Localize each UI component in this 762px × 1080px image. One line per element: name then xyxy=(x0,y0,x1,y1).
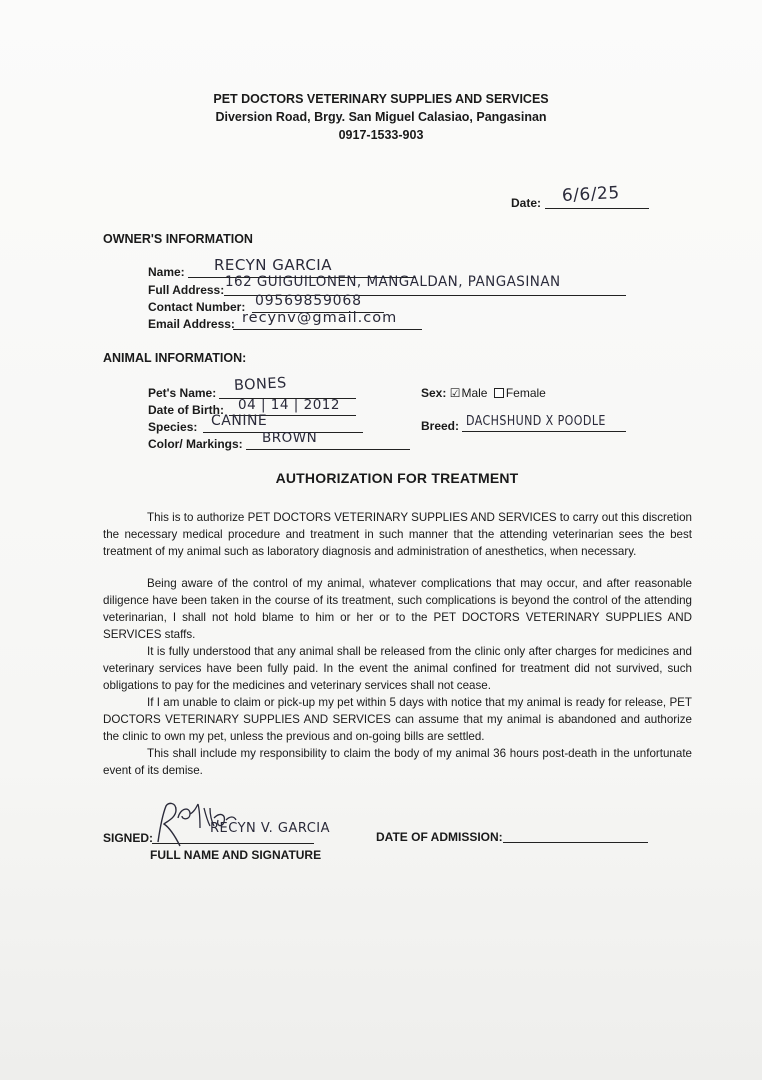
breed-line xyxy=(462,431,626,432)
color-line xyxy=(246,449,410,450)
color-value: BROWN xyxy=(262,430,318,446)
paragraph-1-text: This is to authorize PET DOCTORS VETERINARY SUPPLIES AND SERVICES to carry out this discretion the necessary medical procedure and treatment in such manner that the attending veterinarian sees the best treatment of my animal such as laboratory diagnosis and administration of anesthetics, when necessary. xyxy=(103,511,692,558)
date-line xyxy=(545,208,649,209)
company-name: PET DOCTORS VETERINARY SUPPLIES AND SERVICES xyxy=(213,92,549,106)
sex-female-option: Female xyxy=(505,386,546,400)
paragraph-3-text: It is fully understood that any animal shall be released from the clinic only after charges for medicines and veterinary services have been fully paid. In the event the animal confined for treatment did not survived, such obligations to pay for the medicines and veterinary services shall not cease. xyxy=(103,645,692,692)
paragraph-5-text: This shall include my responsibility to claim the body of my animal 36 hours post-death in the unfortunate event of its demise. xyxy=(103,747,692,777)
owner-email-label: Email Address: xyxy=(148,317,235,331)
date-label: Date: xyxy=(511,196,542,210)
owner-email-value: recynv@gmail.com xyxy=(242,310,398,326)
male-checkbox-checked-icon: ☑ xyxy=(449,386,461,400)
breed-value: DACHSHUND X POODLE xyxy=(466,414,606,429)
paragraph-2-text: Being aware of the control of my animal, whatever complications that may occur, and after reasonable diligence have been taken in the course of its treatment, such complications is beyond the control of the attending veterinarian, I shall not hold blame to him or her or to the PET DOCTORS VETERINARY SUPPLIES AND SERVICES staffs. xyxy=(103,577,692,641)
color-label: Color/ Markings: xyxy=(148,437,243,451)
owner-contact-value: 09569859068 xyxy=(255,293,362,309)
authorization-paragraph-4 xyxy=(103,694,692,745)
signed-label: SIGNED: xyxy=(103,831,154,845)
owner-name-value: RECYN GARCIA xyxy=(214,256,332,274)
owner-section-title: OWNER'S INFORMATION xyxy=(103,232,253,246)
authorization-paragraph-2 xyxy=(103,575,692,643)
company-phone: 0917-1533-903 xyxy=(338,128,424,142)
dob-value: 04 | 14 | 2012 xyxy=(238,397,340,413)
authorization-paragraph-3 xyxy=(103,643,692,694)
species-label: Species: xyxy=(148,420,198,434)
breed-label: Breed: xyxy=(421,419,460,433)
paragraph-4-text: If I am unable to claim or pick-up my pet within 5 days with notice that my animal is ready for release, PET DOCTORS VETERINARY SUPPLIES AND SERVICES can assume that my animal is abandoned and authorize the clinic to own my pet, unless the previous and on-going bills are settled. xyxy=(103,696,692,743)
pet-name-label: Pet's Name: xyxy=(148,386,217,400)
admission-date-line xyxy=(503,842,648,843)
sex-label: Sex: xyxy=(421,386,447,400)
female-checkbox-icon xyxy=(494,388,504,398)
owner-contact-label: Contact Number: xyxy=(148,300,246,314)
authorization-paragraph-5 xyxy=(103,745,692,779)
animal-section-title: ANIMAL INFORMATION: xyxy=(103,351,247,365)
owner-email-line xyxy=(233,329,422,330)
owner-address-value: 162 GUIGUILONEN, MANGALDAN, PANGASINAN xyxy=(225,274,561,290)
species-value: CANINE xyxy=(211,413,268,429)
dob-label: Date of Birth: xyxy=(148,403,224,417)
authorization-paragraph-1 xyxy=(103,509,692,560)
printed-name: RECYN V. GARCIA xyxy=(210,821,331,836)
authorization-title: AUTHORIZATION FOR TREATMENT xyxy=(275,470,519,486)
company-address: Diversion Road, Brgy. San Miguel Calasiao, Pangasinan xyxy=(215,110,547,124)
sex-male-option: Male xyxy=(461,386,488,400)
owner-address-label: Full Address: xyxy=(148,283,225,297)
admission-date-label: DATE OF ADMISSION: xyxy=(376,830,503,844)
pet-name-value: BONES xyxy=(233,375,288,394)
date-value: 6/6/25 xyxy=(561,182,621,206)
owner-name-label: Name: xyxy=(148,265,185,279)
signature-caption: FULL NAME AND SIGNATURE xyxy=(150,848,322,862)
sex-field xyxy=(421,386,546,400)
